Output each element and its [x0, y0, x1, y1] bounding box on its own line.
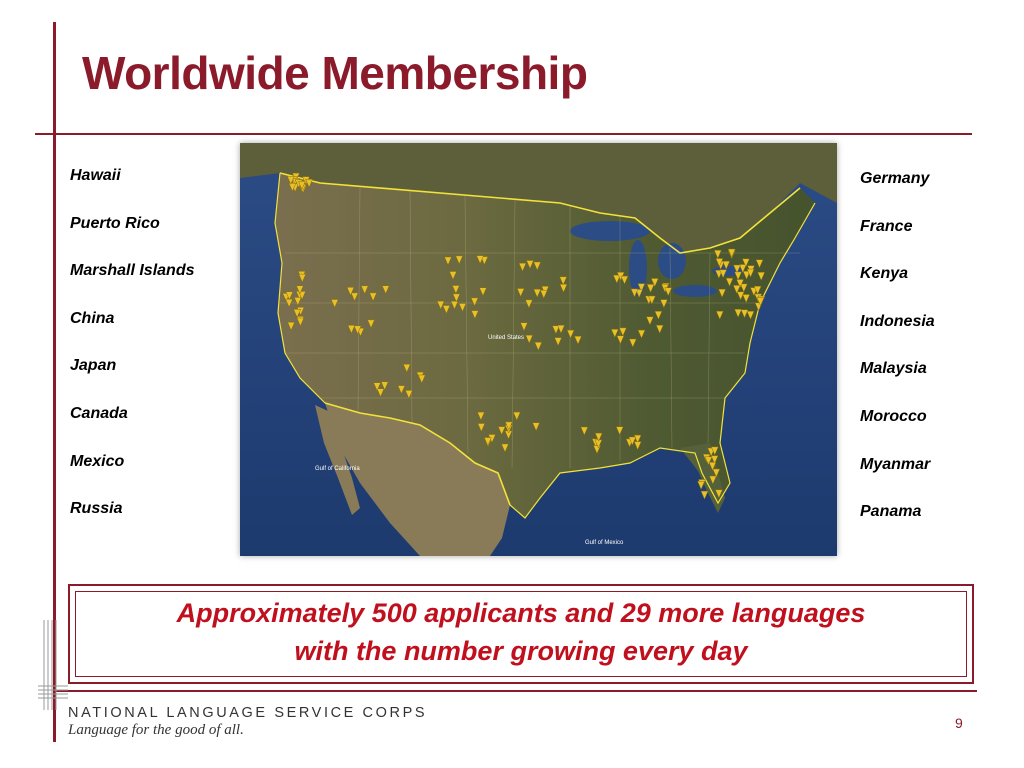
callout-text: [70, 594, 972, 670]
page-number: 9: [955, 715, 963, 731]
country-label: United States: [488, 335, 525, 341]
list-item: Germany: [860, 170, 930, 187]
list-item: Russia: [70, 500, 123, 518]
grid-logo-icon: [38, 620, 68, 710]
list-item: Mexico: [70, 452, 125, 470]
gulf-mexico-label: Gulf of Mexico: [585, 540, 624, 546]
list-item: Hawaii: [70, 167, 121, 184]
list-item: France: [860, 217, 913, 235]
callout-box: [68, 584, 974, 684]
list-item: Kenya: [860, 265, 909, 283]
lake-superior: [570, 221, 650, 241]
footer-rule: [55, 690, 977, 692]
right-country-list: [860, 169, 935, 550]
gulf-california-label: Gulf of California: [315, 466, 360, 472]
list-item: Canada: [70, 404, 128, 422]
list-item: Marshall Islands: [70, 262, 195, 280]
list-item: Morocco: [860, 407, 927, 425]
list-item: Myanmar: [860, 455, 931, 473]
callout-line-2: with the number growing every day: [294, 636, 748, 666]
lake-huron: [658, 243, 686, 279]
list-item: Indonesia: [860, 312, 935, 330]
list-item: Japan: [70, 357, 117, 375]
callout-line-1: Approximately 500 applicants and 29 more languages: [176, 598, 866, 628]
list-item: Panama: [860, 503, 922, 521]
brand-tagline: Language for the good of all.: [68, 722, 244, 738]
list-item: China: [70, 309, 115, 327]
membership-map: [240, 143, 837, 556]
page-title: Worldwide Membership: [82, 47, 588, 99]
lake-erie: [673, 285, 717, 297]
list-item: Malaysia: [860, 360, 927, 378]
title-rule: [35, 133, 972, 135]
us-satellite-map: [240, 143, 837, 556]
brand-name: NATIONAL LANGUAGE SERVICE CORPS: [68, 705, 428, 721]
list-item: Puerto Rico: [70, 214, 160, 232]
lake-michigan: [629, 240, 647, 296]
left-country-list: [70, 166, 195, 547]
